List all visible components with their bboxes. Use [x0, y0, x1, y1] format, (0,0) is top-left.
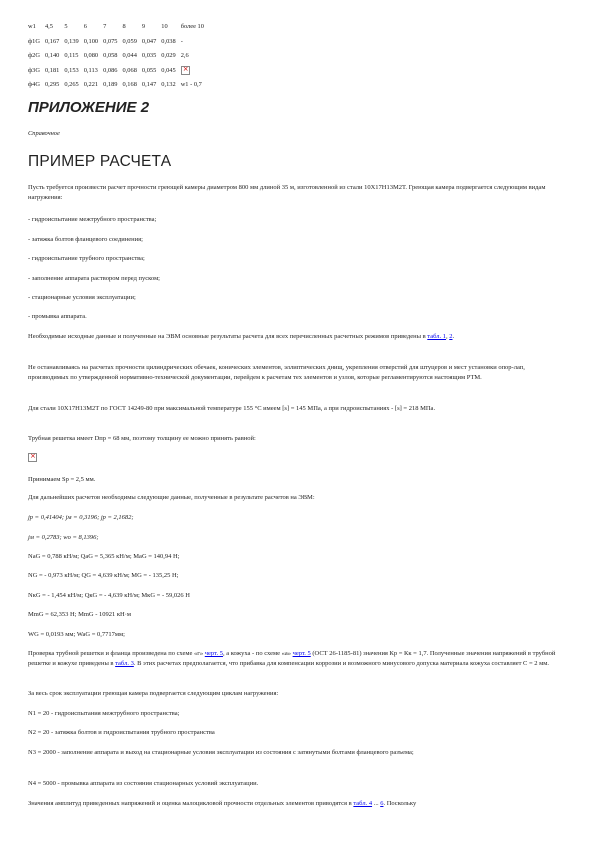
table-cell: 0,132: [161, 81, 176, 89]
table-4-link[interactable]: табл. 4: [353, 800, 373, 807]
table-cell: 0,189: [103, 81, 118, 89]
table-cell: 4,5: [44, 23, 53, 31]
table-cell: -: [180, 37, 183, 45]
table-cell: 0,029: [161, 52, 176, 60]
table-cell: 0,044: [122, 52, 137, 60]
table-cell: 0,167: [44, 37, 60, 45]
formula-line: MmG = 62,353 Н; MmG - 10921 кН·м: [28, 611, 132, 618]
paragraph: [28, 332, 564, 342]
table-cell: w1: [28, 23, 36, 31]
table-cell: 0,265: [64, 81, 79, 89]
paragraph: За весь срок эксплуатации греющая камера подвергается следующим циклам нагружения:: [28, 690, 279, 697]
figure-5-link[interactable]: черт. 5: [292, 650, 311, 657]
list-item: - гидроиспытание трубного пространства;: [28, 255, 145, 262]
table-cell: [181, 64, 209, 79]
table-cell: 0,181: [44, 66, 60, 74]
broken-image-icon: [28, 453, 37, 462]
table-cell: 7: [103, 23, 107, 31]
table-cell: 0,068: [122, 66, 137, 74]
formula-line: NG = - 0,973 кН/м; QG = 4,639 кН/м; MG = - 135,25 Н;: [28, 572, 179, 579]
table-cell: 0,086: [103, 66, 118, 74]
table-row: [28, 49, 209, 64]
table-3-link[interactable]: табл. 3: [115, 660, 134, 668]
formula-line: jp = 0,41404; jм = 0,3196; jр = 2,1682;: [28, 514, 134, 521]
paragraph-text: . В этих расчетах предполагается, что прибавка для компенсации коррозии и возможного минусового допуска материала кожуха составляет С = 2 мм.: [133, 660, 550, 668]
paragraph: N3 = 2000 - заполнение аппарата и выход на стационарные условия эксплуатации из состояния с затянутыми болтами фланцевого разъема;: [28, 749, 414, 756]
list-item: - заполнение аппарата раствором перед пуском;: [28, 275, 160, 282]
paragraph: N4 = 5000 - промывка аппарата из состояния стационарных условий эксплуатации.: [28, 780, 259, 787]
table-cell: 6: [83, 23, 87, 31]
paragraph: Для дальнейших расчетов необходимы следующие данные, полученные в результате расчетов на ЭВМ:: [28, 494, 315, 501]
formula-line: WG = 0,0193 мм; WaG = 0,7717мм;: [28, 631, 125, 638]
table-cell: 8: [122, 23, 126, 31]
paragraph: N2 = 20 - затяжка болтов и гидроиспытания трубного пространства: [28, 729, 215, 736]
appendix-title: ПРИЛОЖЕНИЕ 2: [28, 99, 150, 116]
table-cell: ф2G: [28, 52, 40, 60]
paragraph-text: (ОСТ 26-1185-81) значения Кр = Кк = 1,7. Полученные значения напряжений в трубной решетке и кожухе приведены в: [28, 650, 556, 668]
table-header-row: [28, 20, 209, 35]
formula-line: jм = 0,2783; wo = 8,1396;: [28, 534, 99, 541]
separator-text: ...: [372, 800, 381, 807]
formula-line: NкG = - 1,454 кН/м; QкG = - 4,639 кН/м; MкG = - 59,026 Н: [28, 592, 190, 599]
section-title: ПРИМЕР РАСЧЕТА: [28, 153, 172, 170]
paragraph: [28, 649, 564, 670]
table-cell: 0,080: [83, 52, 99, 60]
formula-line: NaG = 0,788 кН/м; QaG = 5,365 кН/м; MaG = 140,94 Н;: [28, 553, 180, 560]
list-item: - гидроиспытание межтрубного пространства;: [28, 216, 157, 223]
paragraph: [28, 799, 564, 809]
table-cell: 0,075: [103, 37, 118, 45]
paragraph-text: , а кожуха - по схеме «а»: [222, 650, 293, 657]
paragraph: Не останавливаясь на расчетах прочности цилиндрических обечаек, конических элементов, эллиптических днищ, укрепления отверстий для штуцеров и мест установки опор-лап, производимых по утвержденной нормативно-технической документации, перейдем к расчетам тех элементов и узлов, которые регламентируются настоящим РТМ.: [28, 364, 525, 382]
table-cell: 0,153: [64, 66, 79, 74]
table-cell: 0,113: [83, 66, 98, 74]
table-cell: ф1G: [28, 37, 40, 45]
table-cell: 0,221: [83, 81, 99, 89]
paragraph-text: Проверка трубной решетки и фланца произведена по схеме «г»: [28, 650, 205, 657]
paragraph-text: Значения амплитуд приведенных напряжений и оценка малоцикловой прочности отдельных элементов приводятся в: [28, 800, 354, 807]
paragraph: Для стали 10Х17Н13М2Т по ГОСТ 14249-80 при максимальной температуре 155 °С имеем [s] = 145 МПа, а при гидроиспытаниях - [s] = 218 МПа.: [28, 405, 436, 412]
figure-5-link[interactable]: черт. 5: [204, 650, 223, 657]
table-cell: 5: [64, 23, 68, 31]
table-cell: 2,6: [180, 52, 189, 60]
table-cell: w1 - 0,7: [180, 81, 202, 89]
table-cell: 0,058: [103, 52, 118, 60]
appendix-note: Справочное: [28, 130, 60, 137]
table-cell: 0,168: [122, 81, 137, 89]
table-cell: 0,140: [44, 52, 60, 60]
table-1-link[interactable]: табл. 1: [427, 333, 446, 340]
coefficient-table: [28, 20, 209, 93]
table-cell: 0,055: [141, 66, 157, 74]
table-cell: 0,100: [83, 37, 99, 45]
table-cell: 0,038: [161, 37, 176, 45]
table-cell: 0,295: [44, 81, 60, 89]
list-item: - промывка аппарата.: [28, 313, 87, 320]
table-cell: 0,045: [161, 66, 176, 74]
table-cell: ф3G: [28, 66, 40, 74]
table-cell: ф4G: [28, 81, 40, 89]
table-cell: 0,059: [122, 37, 137, 45]
table-cell: более 10: [180, 23, 204, 31]
table-6-link[interactable]: 6: [380, 800, 384, 807]
paragraph: Принимаем Sp = 2,5 мм.: [28, 476, 96, 483]
paragraph: Трубная решетка имеет Dпр = 68 мм, поэтому толщину ее можно принять равной:: [28, 435, 256, 442]
table-cell: 0,047: [141, 37, 157, 45]
separator-text: ,: [445, 333, 450, 340]
paragraph-end: .: [452, 333, 455, 340]
broken-image-icon: [181, 66, 190, 75]
table-row: [28, 64, 209, 79]
table-row: [28, 78, 209, 93]
paragraph-text: Необходимые исходные данные и полученные на ЭВМ основные результаты расчета для всех перечисленных расчетных режимов приведены в: [28, 333, 428, 340]
table-cell: 0,147: [141, 81, 157, 89]
table-cell: 0,115: [64, 52, 79, 60]
list-item: - затяжка болтов фланцевого соединения;: [28, 236, 143, 243]
table-cell: 10: [161, 23, 168, 31]
paragraph-text: . Поскольку: [383, 800, 417, 807]
paragraph: N1 = 20 - гидроиспытания межтрубного пространства;: [28, 710, 180, 717]
list-item: - стационарные условия эксплуатации;: [28, 294, 136, 301]
table-cell: 9: [141, 23, 146, 31]
table-row: [28, 35, 209, 50]
table-cell: 0,139: [64, 37, 79, 45]
paragraph: Пусть требуется произвести расчет прочности греющей камеры диаметром 800 мм длиной 35 м, изготовленной из стали 10Х17Н13М2Т. Греющая камера подвергается следующим видам нагружения:: [28, 184, 546, 202]
table-2-link[interactable]: 2: [449, 333, 453, 340]
table-cell: 0,035: [141, 52, 157, 60]
